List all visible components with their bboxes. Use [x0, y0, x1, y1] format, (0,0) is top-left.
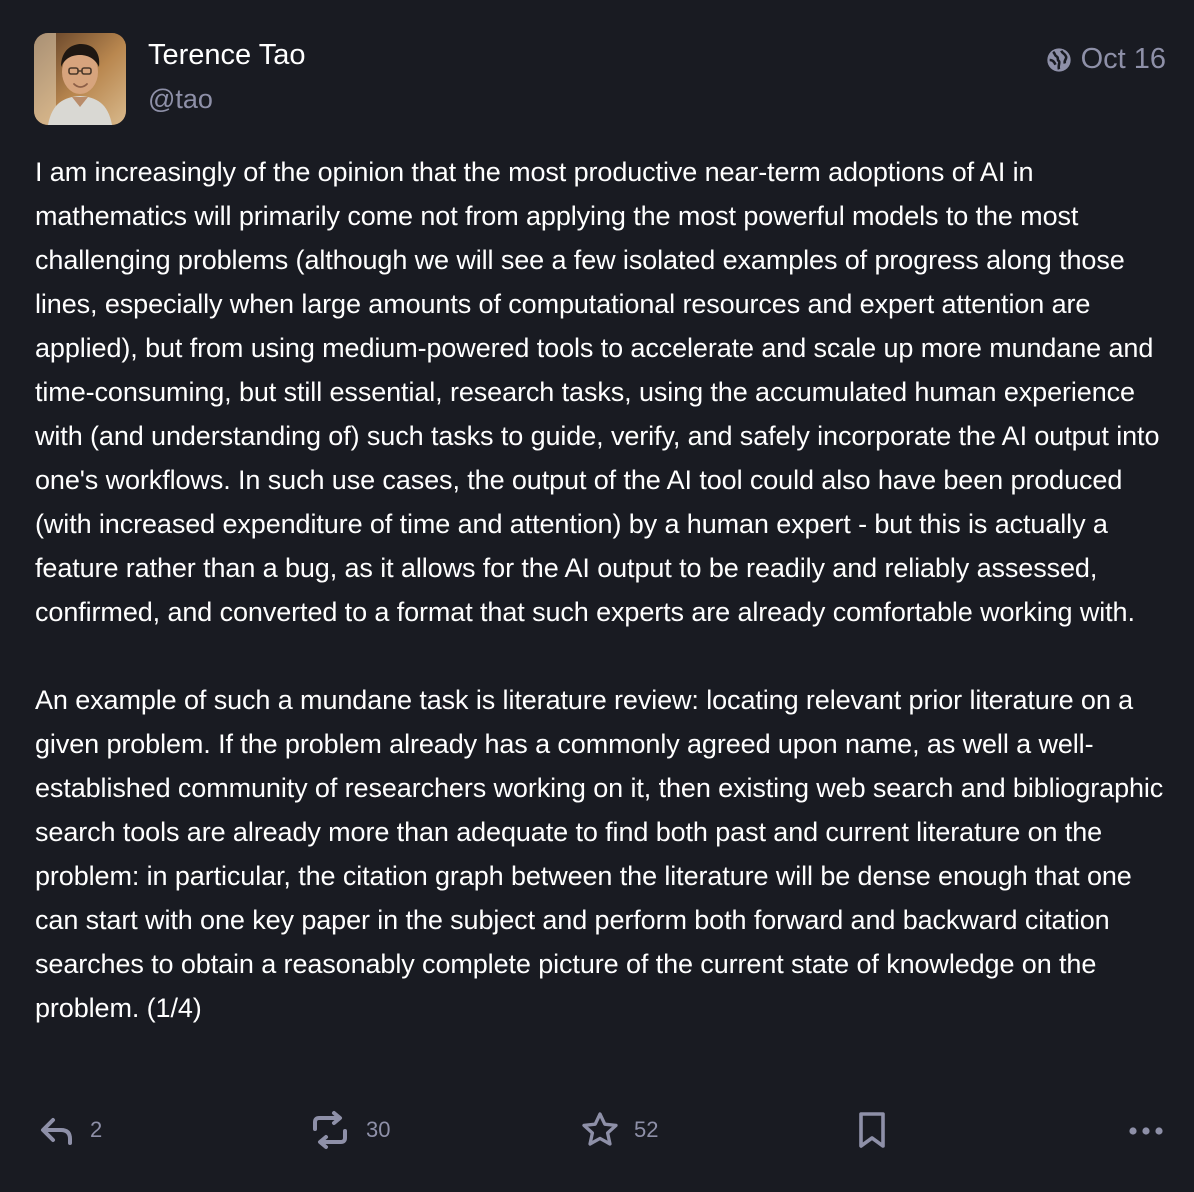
post-header	[34, 33, 1166, 129]
bookmark-button[interactable]	[854, 1106, 890, 1154]
post-date[interactable]: Oct 16	[1080, 43, 1166, 75]
post-paragraph-2: An example of such a mundane task is literature review: locating relevant prior literature on a given problem. If the problem already has a commonly agreed upon name, as well a well-established community of researchers working on it, then existing web search and bibliographic search tools are already more than adequate to find both past and current literature on the problem: in particular, the citation graph between the literature will be dense enough that one can start with one key paper in the subject and perform both forward and backward citation searches to obtain a reasonably complete picture of the current state of knowledge on the problem. (1/4)	[35, 685, 1164, 1023]
avatar[interactable]	[34, 33, 126, 125]
post-action-bar	[36, 1106, 1166, 1154]
author-display-name[interactable]: Terence Tao	[148, 39, 306, 71]
boost-icon	[308, 1108, 352, 1152]
reply-count: 2	[90, 1117, 103, 1142]
author-handle[interactable]: @tao	[148, 84, 213, 114]
globe-icon	[1045, 46, 1073, 74]
post-date-link[interactable]	[1045, 43, 1166, 76]
boost-button[interactable]	[308, 1106, 390, 1154]
favourite-button[interactable]	[580, 1106, 658, 1154]
reply-icon	[36, 1110, 76, 1150]
avatar-portrait-icon	[34, 33, 126, 125]
post-content	[35, 150, 1169, 1030]
star-icon	[580, 1110, 620, 1150]
bookmark-icon	[854, 1110, 890, 1150]
reply-button[interactable]	[36, 1106, 102, 1154]
more-horizontal-icon	[1126, 1110, 1166, 1150]
boost-count: 30	[366, 1117, 391, 1142]
favourite-count: 52	[634, 1117, 659, 1142]
post-paragraph-1: I am increasingly of the opinion that the most productive near-term adoptions of AI in mathematics will primarily come not from applying the most powerful models to the most challenging problems (although we will see a few isolated examples of progress along those lines, especially when large amounts of computational resources and expert attention are applied), but from using medium-powered tools to accelerate and scale up more mundane and time-consuming, but still essential, research tasks, using the accumulated human experience with (and understanding of) such tasks to guide, verify, and safely incorporate the AI output into one's workflows. In such use cases, the output of the AI tool could also have been produced (with increased expenditure of time and attention) by a human expert - but this is actually a feature rather than a bug, as it allows for the AI output to be readily and reliably assessed, confirmed, and converted to a format that such experts are already comfortable working with.	[35, 157, 1160, 627]
more-options-button[interactable]	[1126, 1106, 1166, 1154]
